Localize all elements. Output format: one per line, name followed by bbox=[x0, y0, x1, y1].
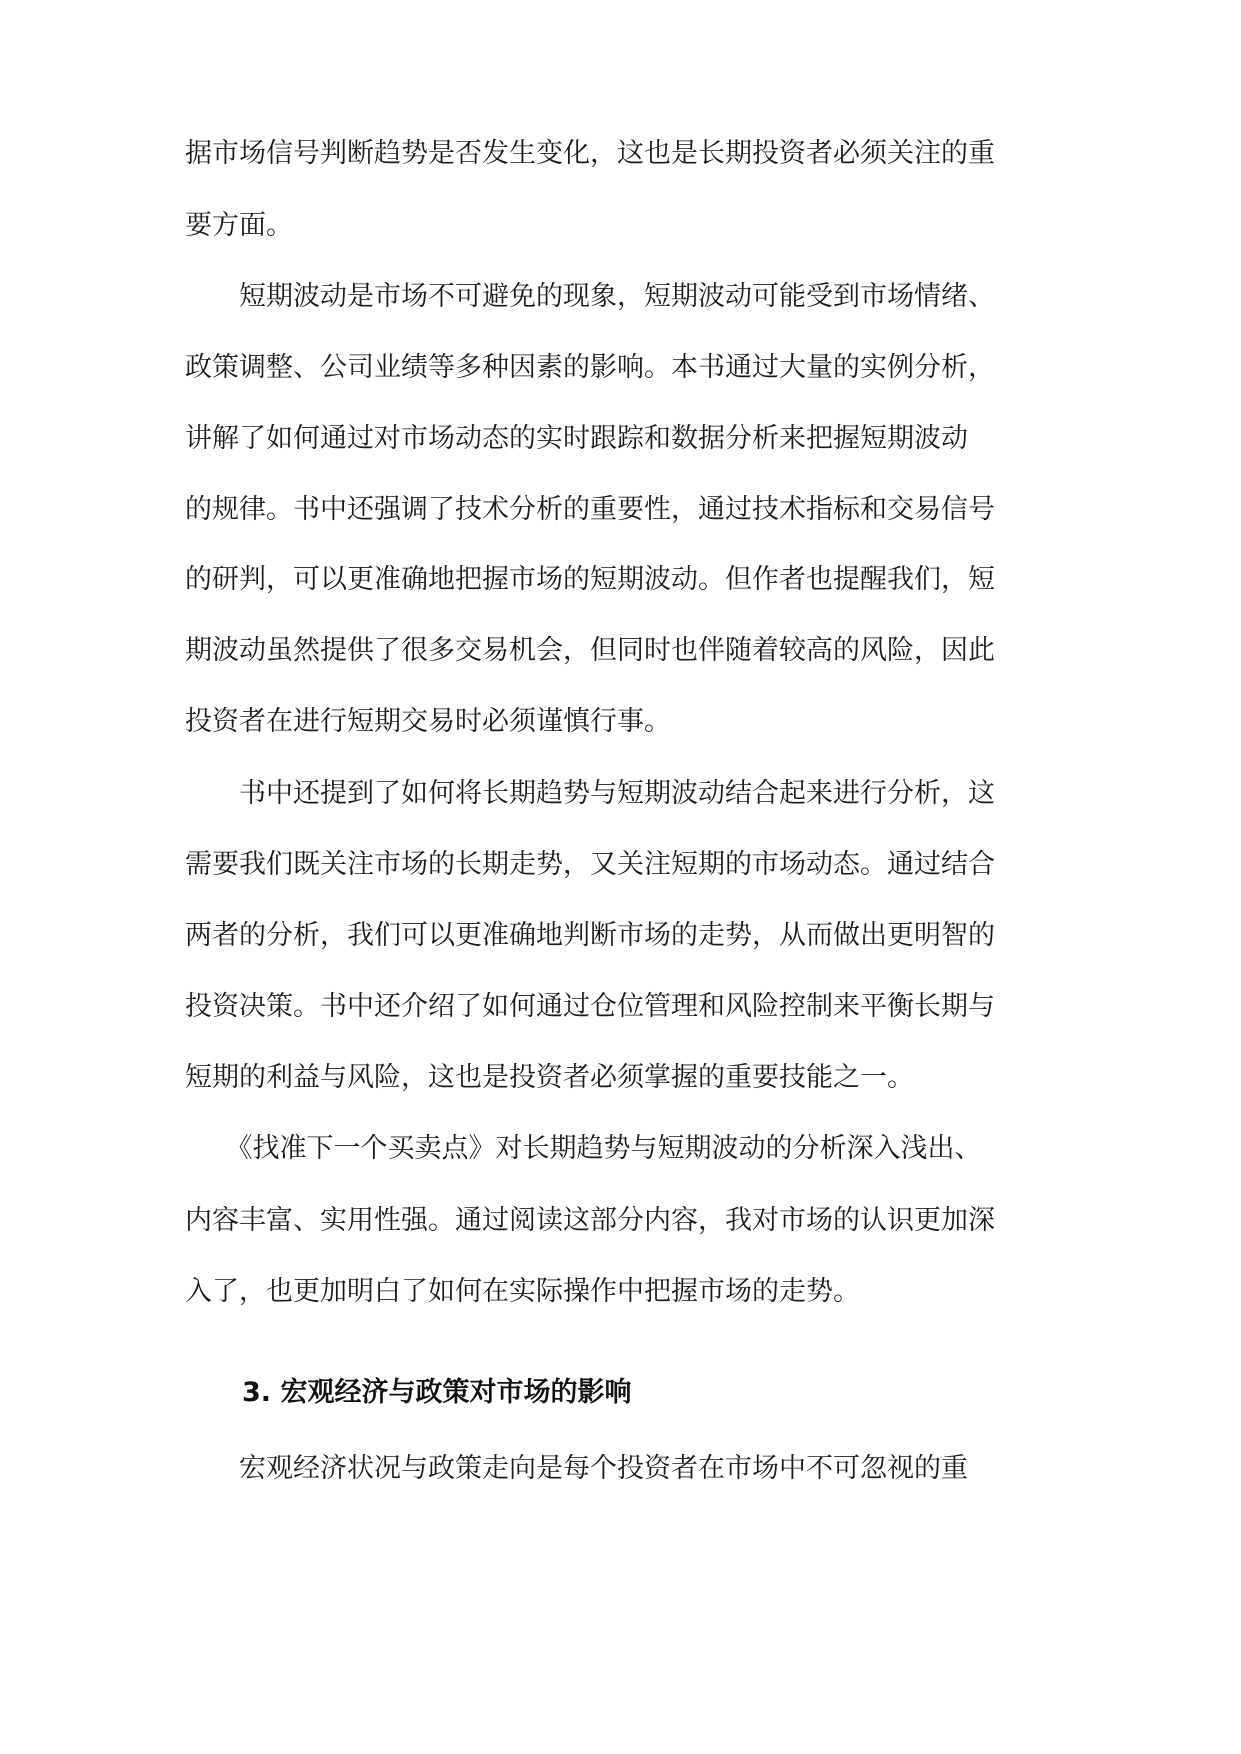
body-text-line: 短期波动是市场不可避免的现象，短期波动可能受到市场情绪、 bbox=[185, 281, 995, 312]
body-text-line: 短期的利益与风险，这也是投资者必须掌握的重要技能之一。 bbox=[185, 1062, 914, 1093]
body-text-line: 讲解了如何通过对市场动态的实时跟踪和数据分析来把握短期波动 bbox=[185, 423, 968, 454]
body-text-line: 要方面。 bbox=[185, 210, 293, 241]
body-text-line: 需要我们既关注市场的长期走势，又关注短期的市场动态。通过结合 bbox=[185, 849, 995, 880]
body-text-line: 据市场信号判断趋势是否发生变化，这也是长期投资者必须关注的重 bbox=[185, 138, 995, 169]
body-text-line: 投资者在进行短期交易时必须谨慎行事。 bbox=[185, 706, 671, 737]
body-text-line: 宏观经济状况与政策走向是每个投资者在市场中不可忽视的重 bbox=[185, 1453, 968, 1484]
section-heading: 3. 宏观经济与政策对市场的影响 bbox=[242, 1377, 632, 1408]
body-text-line: 《找准下一个买卖点》对长期趋势与短期波动的分析深入浅出、 bbox=[185, 1133, 982, 1164]
body-text-line: 政策调整、公司业绩等多种因素的影响。本书通过大量的实例分析， bbox=[185, 352, 995, 383]
body-text-line: 入了，也更加明白了如何在实际操作中把握市场的走势。 bbox=[185, 1276, 860, 1307]
body-text-line: 两者的分析，我们可以更准确地判断市场的走势，从而做出更明智的 bbox=[185, 920, 995, 951]
body-text-line: 的研判，可以更准确地把握市场的短期波动。但作者也提醒我们，短 bbox=[185, 564, 995, 595]
body-text-line: 期波动虽然提供了很多交易机会，但同时也伴随着较高的风险，因此 bbox=[185, 635, 995, 666]
body-text-line: 的规律。书中还强调了技术分析的重要性，通过技术指标和交易信号 bbox=[185, 494, 995, 525]
body-text-line: 书中还提到了如何将长期趋势与短期波动结合起来进行分析，这 bbox=[185, 778, 995, 809]
body-text-line: 内容丰富、实用性强。通过阅读这部分内容，我对市场的认识更加深 bbox=[185, 1205, 995, 1236]
body-text-line: 投资决策。书中还介绍了如何通过仓位管理和风险控制来平衡长期与 bbox=[185, 991, 995, 1022]
